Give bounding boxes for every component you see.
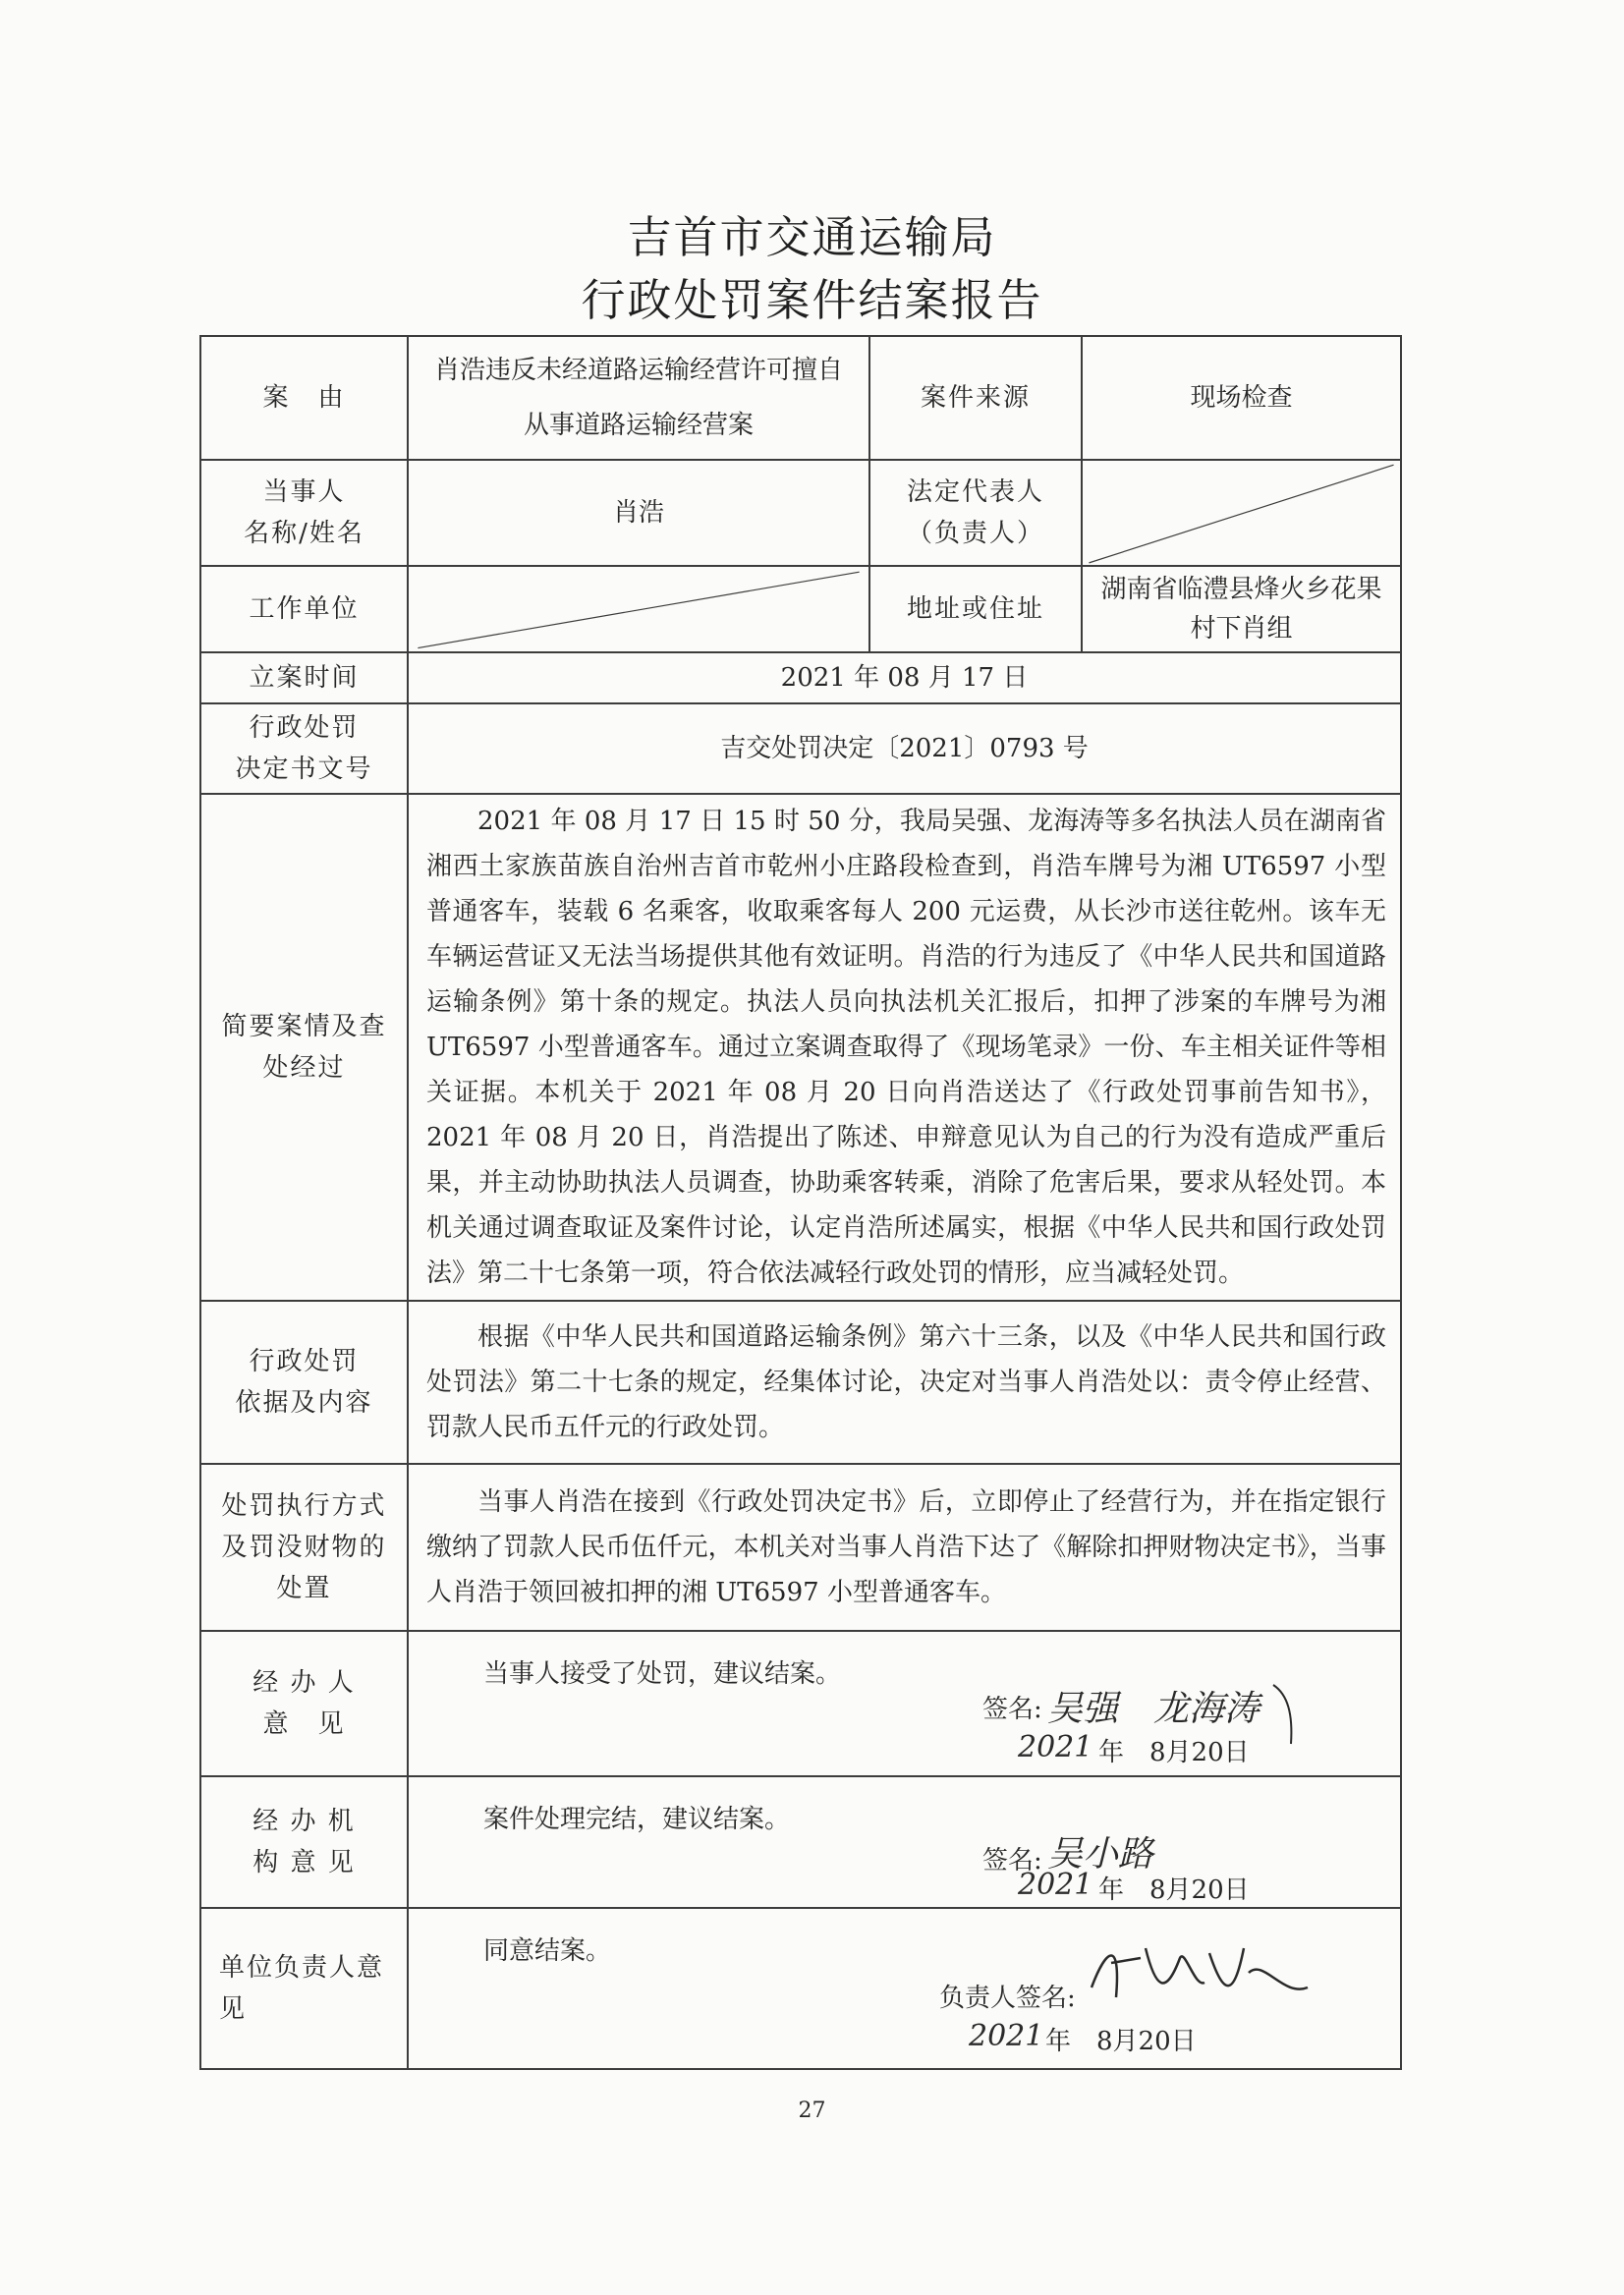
row-handler-opinion bbox=[200, 1631, 1401, 1776]
handler-signature-stroke bbox=[1263, 1675, 1322, 1754]
party-label bbox=[200, 460, 408, 566]
case-cause-value: 肖浩违反未经道路运输经营许可擅自从事道路运输经营案 bbox=[408, 336, 869, 460]
agency-date-text: 年 8月20日 bbox=[1098, 1875, 1250, 1905]
workplace-value-empty bbox=[408, 566, 869, 652]
execution-value: 当事人肖浩在接到《行政处罚决定书》后，立即停止了经营行为，并在指定银行缴纳了罚款人民币伍仟元，本机关对当事人肖浩下达了《解除扣押财物决定书》，当事人肖浩于领回被扣押的湘 UT6597 小型普通客车。 bbox=[408, 1464, 1401, 1631]
address-value: 湖南省临澧县烽火乡花果村下肖组 bbox=[1082, 566, 1401, 652]
agency-label-line1: 经 办 机 bbox=[252, 1807, 356, 1836]
execution-label-line2: 及罚没财物的 bbox=[221, 1533, 387, 1562]
legal-rep-label-line1: 法定代表人 bbox=[906, 477, 1044, 507]
filing-time-value: 2021 年 08 月 17 日 bbox=[408, 652, 1401, 703]
legal-rep-label bbox=[869, 460, 1082, 566]
decision-no-label bbox=[200, 703, 408, 794]
decision-no-label-line2: 决定书文号 bbox=[235, 755, 373, 784]
leader-label-line1: 单位负责人意 bbox=[219, 1953, 385, 1983]
legal-rep-label-line2: （负责人） bbox=[906, 519, 1044, 548]
leader-date-year: 2021 bbox=[969, 2019, 1044, 2053]
leader-date-text: 年 8月20日 bbox=[1045, 2027, 1197, 2056]
handler-opinion-cell bbox=[408, 1631, 1401, 1776]
case-source-value: 现场检查 bbox=[1082, 336, 1401, 460]
party-value: 肖浩 bbox=[408, 460, 869, 566]
party-label-line2: 名称/姓名 bbox=[244, 519, 364, 548]
case-cause-label: 案 由 bbox=[200, 336, 408, 460]
basis-label-line2: 依据及内容 bbox=[235, 1388, 373, 1418]
agency-label-line2: 构 意 见 bbox=[252, 1848, 356, 1877]
empty-cell-slash bbox=[1083, 461, 1400, 565]
summary-value: 2021 年 08 月 17 日 15 时 50 分，我局吴强、龙海涛等多名执法人员在湖南省湘西土家族苗族自治州吉首市乾州小庄路段检查到，肖浩车牌号为湘 UT6597 小型普通客车，装载 6 名乘客，收取乘客每人 200 元运费，从长沙市送往乾州。该车无车辆运营证又无法当场提供其他有效证明。肖浩的行为违反了《中华人民共和国道路运输条例》第十条的规定。执法人员向执法机关汇报后，扣押了涉案的车牌号为湘 UT6597 小型普通客车。通过立案调查取得了《现场笔录》一份、车主相关证件等相关证据。本机关于 2021 年 08 月 20 日向肖浩送达了《行政处罚事前告知书》，2021 年 08 月 20 日，肖浩提出了陈述、申辩意见认为自己的行为没有造成严重后果，并主动协助执法人员调查，协助乘客转乘，消除了危害后果，要求从轻处罚。本机关通过调查取证及案件讨论，认定肖浩所述属实，根据《中华人民共和国行政处罚法》第二十七条第一项，符合依法减轻行政处罚的情形，应当减轻处罚。 bbox=[408, 794, 1401, 1301]
row-filing-time bbox=[200, 652, 1401, 703]
agency-opinion-cell bbox=[408, 1776, 1401, 1908]
agency-date-year: 2021 bbox=[1018, 1868, 1093, 1902]
decision-no-label-line1: 行政处罚 bbox=[249, 713, 360, 743]
row-penalty-basis bbox=[200, 1301, 1401, 1464]
empty-cell-slash bbox=[409, 567, 868, 651]
basis-label bbox=[200, 1301, 408, 1464]
handler-opinion-text: 当事人接受了处罚，建议结案。 bbox=[483, 1659, 842, 1689]
basis-label-line1: 行政处罚 bbox=[249, 1347, 360, 1376]
agency-opinion-text: 案件处理完结，建议结案。 bbox=[483, 1805, 791, 1834]
workplace-label: 工作单位 bbox=[200, 566, 408, 652]
handler-label-line1: 经 办 人 bbox=[252, 1668, 356, 1698]
row-leader-opinion bbox=[200, 1908, 1401, 2069]
handler-date-text: 年 8月20日 bbox=[1098, 1738, 1250, 1767]
row-case-cause bbox=[200, 336, 1401, 460]
document-title-line2: 行政处罚案件结案报告 bbox=[581, 274, 1043, 326]
handler-label-line2: 意 见 bbox=[262, 1709, 346, 1739]
row-party bbox=[200, 460, 1401, 566]
case-closure-report-table bbox=[199, 335, 1402, 2070]
agency-label bbox=[200, 1776, 408, 1908]
handler-label bbox=[200, 1631, 408, 1776]
legal-rep-value-empty bbox=[1082, 460, 1401, 566]
row-case-summary bbox=[200, 794, 1401, 1301]
row-decision-number bbox=[200, 703, 1401, 794]
document-title-line1: 吉首市交通运输局 bbox=[627, 211, 997, 263]
agency-signature: 吴小路 bbox=[1047, 1834, 1154, 1875]
execution-label-line1: 处罚执行方式 bbox=[221, 1491, 387, 1521]
row-workplace bbox=[200, 566, 1401, 652]
handler-signature: 吴强 龙海涛 bbox=[1047, 1689, 1260, 1729]
basis-value: 根据《中华人民共和国道路运输条例》第六十三条，以及《中华人民共和国行政处罚法》第二十七条的规定，经集体讨论，决定对当事人肖浩处以：责令停止经营、罚款人民币五仟元的行政处罚。 bbox=[408, 1301, 1401, 1464]
party-label-line1: 当事人 bbox=[262, 477, 346, 507]
execution-label bbox=[200, 1464, 408, 1631]
address-label: 地址或住址 bbox=[869, 566, 1082, 652]
agency-sign-label: 签名: bbox=[982, 1846, 1042, 1875]
case-source-label: 案件来源 bbox=[869, 336, 1082, 460]
execution-label-line3: 处置 bbox=[276, 1574, 332, 1603]
leader-label-line2: 见 bbox=[219, 1994, 248, 2024]
decision-no-value: 吉交处罚决定〔2021〕0793 号 bbox=[408, 703, 1401, 794]
leader-opinion-text: 同意结案。 bbox=[483, 1936, 612, 1966]
leader-sign-label: 负责人签名: bbox=[939, 1984, 1076, 2013]
handler-date-year: 2021 bbox=[1018, 1730, 1093, 1764]
handler-sign-label: 签名: bbox=[982, 1695, 1042, 1724]
row-agency-opinion bbox=[200, 1776, 1401, 1908]
row-execution bbox=[200, 1464, 1401, 1631]
filing-time-label: 立案时间 bbox=[200, 652, 408, 703]
summary-label: 简要案情及查处经过 bbox=[200, 794, 408, 1301]
leader-opinion-cell bbox=[408, 1908, 1401, 2069]
leader-signature bbox=[1087, 1929, 1313, 2017]
page-number: 27 bbox=[798, 2099, 826, 2123]
leader-label bbox=[200, 1908, 408, 2069]
